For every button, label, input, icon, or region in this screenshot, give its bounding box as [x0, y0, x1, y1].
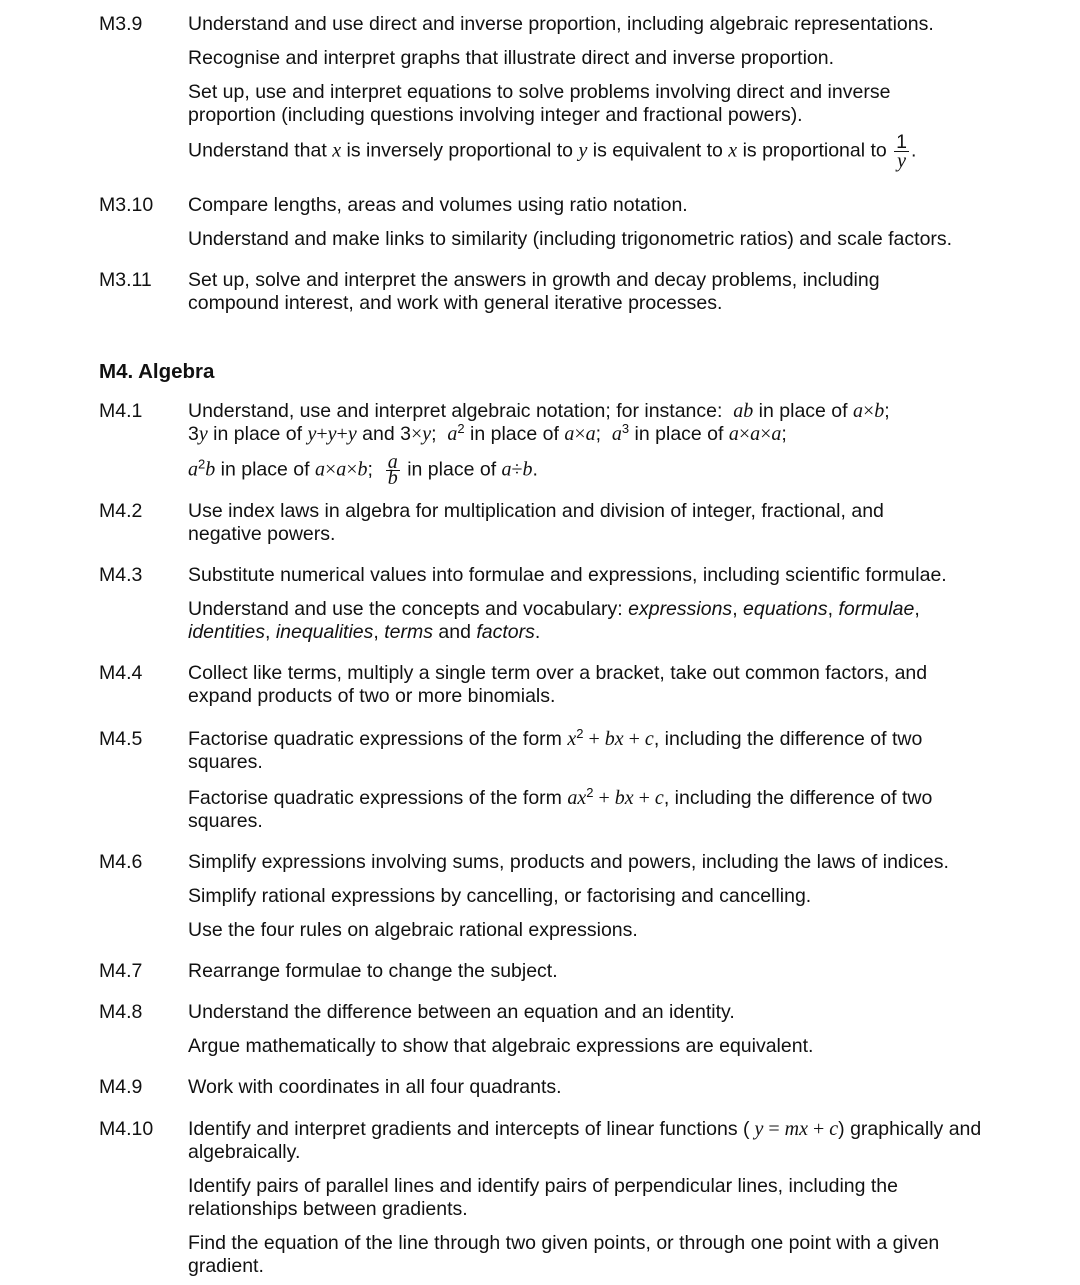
item-text: Use index laws in algebra for multiplication and division of integer, fractional, and negative powers.: [188, 500, 884, 545]
item-code: M4.10: [99, 1118, 154, 1140]
item-text: Understand that x is inversely proportional to y is equivalent to x is proportional to $\frac{1}{y}$ .: [188, 131, 917, 172]
section-heading: M4. Algebra: [99, 360, 215, 383]
item-text: Work with coordinates in all four quadrants.: [188, 1076, 562, 1098]
fraction-a-over-b: $\frac{a}{b}$: [387, 451, 398, 489]
item-code: M4.9: [99, 1076, 143, 1098]
item-code: M4.5: [99, 728, 143, 750]
item-text: Understand the difference between an equation and an identity.: [188, 1001, 735, 1023]
item-text: Identify pairs of parallel lines and identify pairs of perpendicular lines, including the relationships between gradients.: [188, 1175, 898, 1220]
item-code: M4.4: [99, 662, 143, 684]
item-text: Set up, solve and interpret the answers in growth and decay problems, including compound interest, and work with general iterative processes.: [188, 269, 880, 314]
item-text: Set up, use and interpret equations to solve problems involving direct and inverse proportion (including questions involving integer and fractional powers).: [188, 81, 891, 126]
item-code: M4.6: [99, 851, 143, 873]
item-text: Understand, use and interpret algebraic notation; for instance: ab in place of a×b; 3y in place of y+y+y and 3×y; $a^2$ in place of a×a; $a^3$ in place of a×a×a;: [188, 400, 890, 445]
item-code: M4.7: [99, 960, 143, 982]
item-code: M4.1: [99, 400, 143, 422]
item-text: Factorise quadratic expressions of the form $x^2$ + bx + c, including the difference of two squares.: [188, 726, 923, 773]
item-text: Recognise and interpret graphs that illustrate direct and inverse proportion.: [188, 47, 835, 69]
item-text: Find the equation of the line through two given points, or through one point with a given gradient.: [188, 1232, 940, 1277]
item-text: Use the four rules on algebraic rational expressions.: [188, 919, 638, 941]
item-text: Understand and use the concepts and vocabulary: expressions, equations, formulae, identities, inequalities, terms and factors.: [188, 598, 920, 643]
item-text: Identify and interpret gradients and intercepts of linear functions ( y = mx + c) graphically and algebraically.: [188, 1118, 982, 1163]
item-text: Rearrange formulae to change the subject.: [188, 960, 558, 982]
item-text: $a^2b$ in place of a×a×b; $\frac{a}{b}$ in place of a÷b.: [188, 451, 538, 489]
item-text: Simplify expressions involving sums, products and powers, including the laws of indices.: [188, 851, 949, 873]
item-text: Understand and make links to similarity (including trigonometric ratios) and scale factors.: [188, 228, 953, 250]
item-code: M4.2: [99, 500, 143, 522]
item-text: Simplify rational expressions by cancelling, or factorising and cancelling.: [188, 885, 812, 907]
item-code: M3.11: [99, 269, 152, 291]
item-code: M4.3: [99, 564, 143, 586]
item-code: M4.8: [99, 1001, 143, 1023]
item-text: Compare lengths, areas and volumes using ratio notation.: [188, 194, 688, 216]
item-text: Collect like terms, multiply a single term over a bracket, take out common factors, and expand products of two or more binomials.: [188, 662, 928, 707]
item-text: Factorise quadratic expressions of the form $ax^2$ + bx + c, including the difference of two squares.: [188, 785, 933, 832]
item-code: M3.10: [99, 194, 154, 216]
item-text: Understand and use direct and inverse proportion, including algebraic representations.: [188, 13, 934, 35]
item-text: Substitute numerical values into formulae and expressions, including scientific formulae.: [188, 564, 947, 586]
fraction-1-over-y: $\frac{1}{y}$: [896, 131, 908, 172]
item-code: M3.9: [99, 13, 143, 35]
item-text: Argue mathematically to show that algebraic expressions are equivalent.: [188, 1035, 814, 1057]
